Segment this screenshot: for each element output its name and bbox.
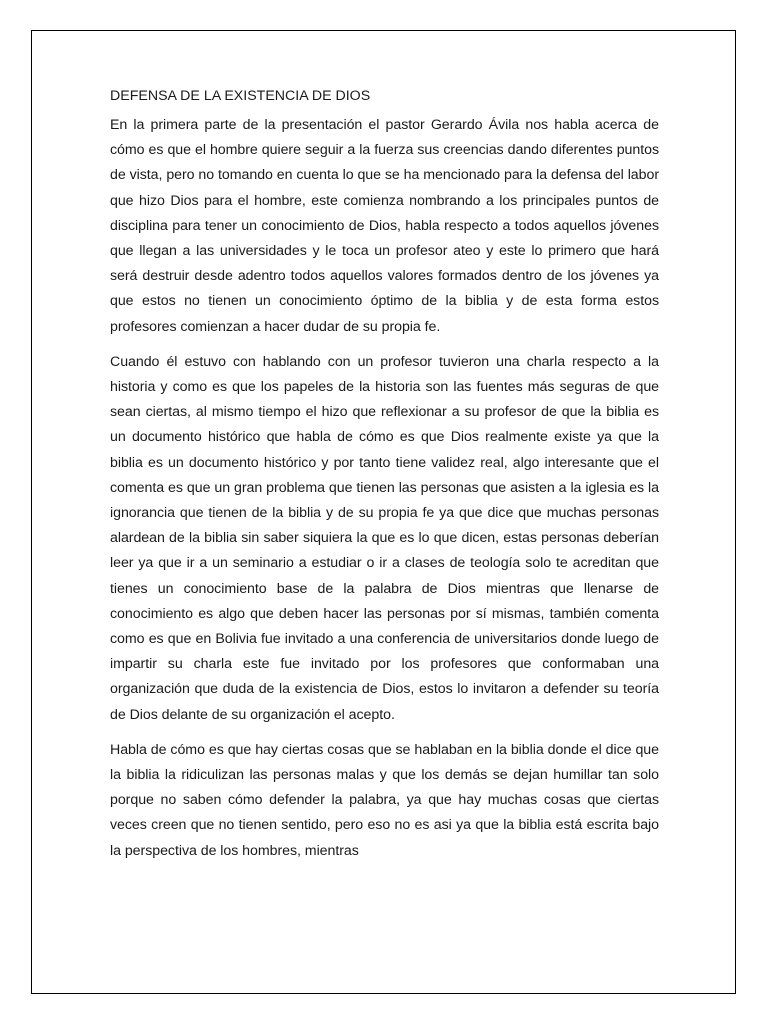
document-body (110, 87, 659, 874)
paragraph-2: Cuando él estuvo con hablando con un profesor tuvieron una charla respecto a la historia y como es que los papeles de la historia son las fuentes más seguras de que sean ciertas, al mismo tiempo el hizo que reflexionar a su profesor de que la biblia es un documento histórico que habla de cómo es que Dios realmente existe ya que la biblia es un documento histórico y por tanto tiene validez real, algo interesante que el comenta es que un gran problema que tienen las personas que asisten a la iglesia es la ignorancia que tienen de la biblia y de su propia fe ya que dice que muchas personas alardean de la biblia sin saber siquiera la que es lo que dicen, estas personas deberían leer ya que ir a un seminario a estudiar o ir a clases de teología solo te acreditan que tienes un conocimiento base de la palabra de Dios mientras que llenarse de conocimiento es algo que deben hacer las personas por sí mismas, también comenta como es que en Bolivia fue invitado a una conferencia de universitarios donde luego de impartir su charla este fue invitado por los profesores que conformaban una organización que duda de la existencia de Dios, estos lo invitaron a defender su teoría de Dios delante de su organización el acepto. (110, 353, 659, 723)
paragraph-1: En la primera parte de la presentación el pastor Gerardo Ávila nos habla acerca de cómo es que el hombre quiere seguir a la fuerza sus creencias dando diferentes puntos de vista, pero no tomando en cuenta lo que se ha mencionado para la defensa del labor que hizo Dios para el hombre, este comienza nombrando a los principales puntos de disciplina para tener un conocimiento de Dios, habla respecto a todos aquellos jóvenes que llegan a las universidades y le toca un profesor ateo y este lo primero que hará será destruir desde adentro todos aquellos valores formados dentro de los jóvenes ya que estos no tienen un conocimiento óptimo de la biblia y de esta forma estos profesores comienzan a hacer dudar de su propia fe. (110, 117, 659, 335)
document-page (31, 30, 736, 994)
paragraph-3: Habla de cómo es que hay ciertas cosas que se hablaban en la biblia donde el dice que la biblia la ridiculizan las personas malas y que los demás se dejan humillar tan solo porque no saben cómo defender la palabra, ya que hay muchas cosas que ciertas veces creen que no tienen sentido, pero eso no es asi ya que la biblia está escrita bajo la perspectiva de los hombres, mientras (110, 741, 659, 859)
document-title: DEFENSA DE LA EXISTENCIA DE DIOS (110, 88, 371, 104)
